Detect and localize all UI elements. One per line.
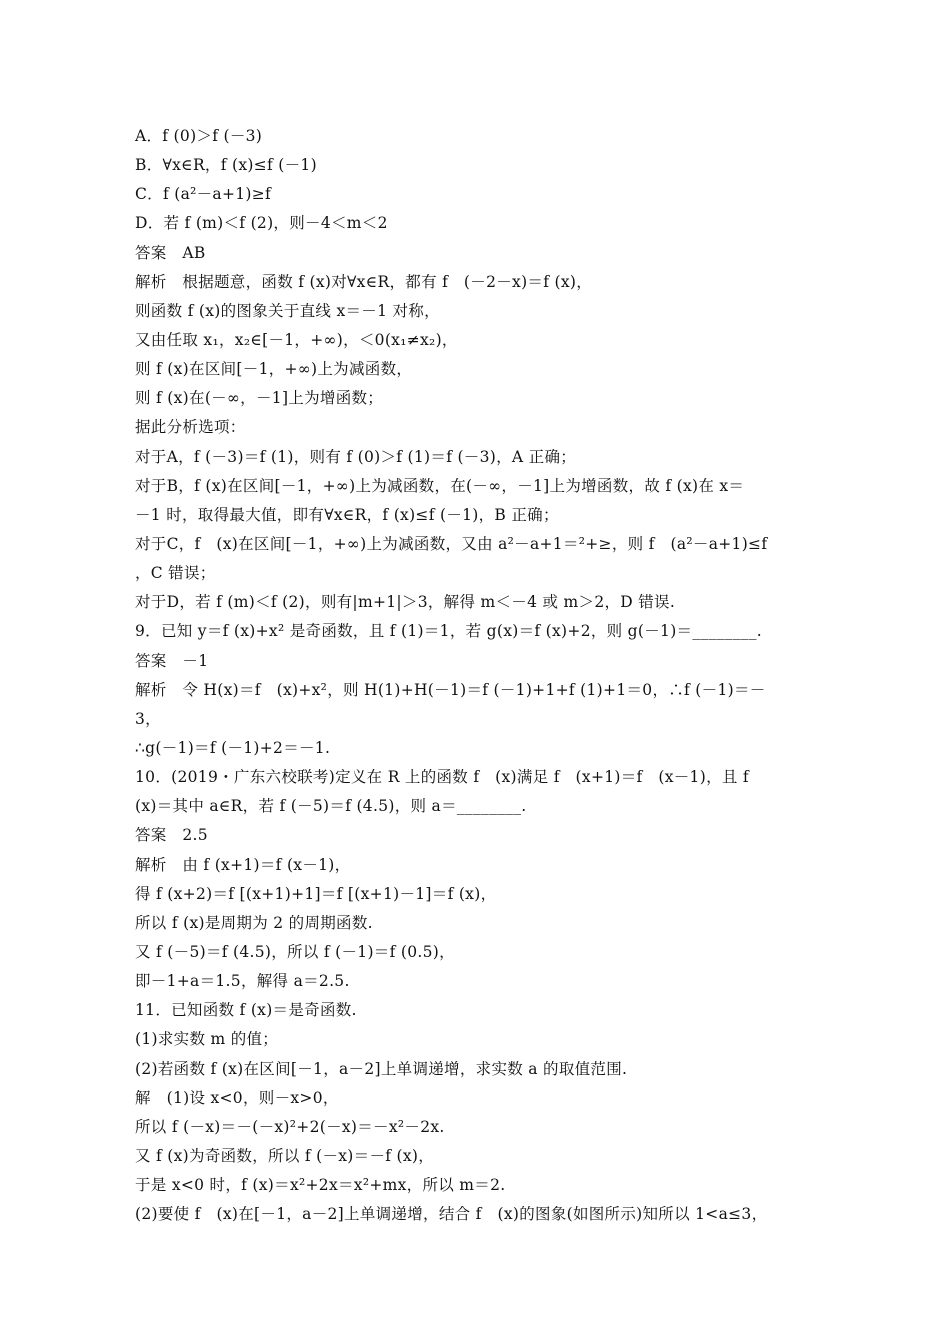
analysis-8-line-10: 对于C，f (x)在区间[－1，+∞)上为减函数，又由 a²－a+1＝²+≥，则 f (a²－a+1)≤f [135, 534, 768, 553]
analysis-10-line-3: 所以 f (x)是周期为 2 的周期函数. [135, 913, 373, 932]
answer-8: 答案 AB [135, 243, 206, 262]
document-body [135, 122, 835, 1229]
analysis-9-line-3: ∴g(－1)＝f (－1)+2＝－1. [135, 738, 331, 757]
answer-9: 答案 －1 [135, 651, 209, 670]
solution-11-line-5: (2)要使 f (x)在[－1，a－2]上单调递增，结合 f (x)的图象(如图所示)知所以 1<a≤3， [135, 1205, 768, 1224]
answer-10: 答案 2.5 [135, 826, 208, 845]
analysis-9-line-1: 解析 令 H(x)＝f (x)+x²，则 H(1)+H(－1)＝f (－1)+1+f (1)+1＝0，∴f (－1)＝－ [135, 680, 766, 699]
option-b: B．∀x∈R，f (x)≤f (－1) [135, 156, 317, 175]
analysis-8-line-11: ，C 错误； [135, 564, 216, 583]
solution-11-line-1: 解 (1)设 x<0，则－x>0， [135, 1088, 339, 1107]
question-11: 11．已知函数 f (x)＝是奇函数. [135, 1001, 357, 1020]
question-11-part-1: (1)求实数 m 的值； [135, 1030, 279, 1049]
option-d: D．若 f (m)＜f (2)，则－4＜m＜2 [135, 214, 388, 233]
analysis-8-line-9: －1 时，取得最大值，即有∀x∈R，f (x)≤f (－1)，B 正确； [135, 505, 559, 524]
analysis-8-line-12: 对于D，若 f (m)＜f (2)，则有|m+1|＞3，解得 m＜－4 或 m＞2，D 错误. [135, 593, 676, 612]
analysis-9-line-2: 3， [135, 709, 161, 728]
analysis-10-line-4: 又 f (－5)＝f (4.5)，所以 f (－1)＝f (0.5)， [135, 942, 455, 961]
analysis-8-line-5: 则 f (x)在(－∞，－1]上为增函数； [135, 389, 384, 408]
question-9: 9．已知 y＝f (x)+x² 是奇函数，且 f (1)＝1，若 g(x)＝f (x)+2，则 g(－1)＝________. [135, 622, 762, 641]
analysis-8-line-3: 又由任取 x₁，x₂∈[－1，+∞)，＜0(x₁≠x₂)， [135, 330, 458, 349]
analysis-8-line-1: 解析 根据题意，函数 f (x)对∀x∈R，都有 f (－2－x)＝f (x)， [135, 272, 593, 291]
option-a: A．f (0)＞f (－3) [135, 127, 263, 145]
analysis-10-line-5: 即－1+a＝1.5，解得 a＝2.5. [135, 972, 350, 991]
option-c: C．f (a²－a+1)≥f [135, 185, 272, 204]
analysis-10-line-2: 得 f (x+2)＝f [(x+1)+1]＝f [(x+1)－1]＝f (x)， [135, 884, 497, 903]
analysis-8-line-7: 对于A，f (－3)＝f (1)，则有 f (0)＞f (1)＝f (－3)，A 正确； [135, 447, 577, 466]
solution-11-line-4: 于是 x<0 时，f (x)＝x²+2x＝x²+mx，所以 m＝2. [135, 1176, 506, 1195]
solution-11-line-3: 又 f (x)为奇函数，所以 f (－x)＝－f (x)， [135, 1146, 435, 1165]
analysis-8-line-8: 对于B，f (x)在区间[－1，+∞)上为减函数，在(－∞，－1]上为增函数，故 f (x)在 x＝ [135, 476, 745, 495]
question-10-line-2: (x)＝其中 a∈R，若 f (－5)＝f (4.5)，则 a＝________. [135, 797, 527, 816]
analysis-8-line-6: 据此分析选项： [135, 418, 246, 437]
analysis-8-line-4: 则 f (x)在区间[－1，+∞)上为减函数， [135, 360, 413, 379]
analysis-10-line-1: 解析 由 f (x+1)＝f (x－1)， [135, 855, 351, 874]
question-11-part-2: (2)若函数 f (x)在区间[－1，a－2]上单调递增，求实数 a 的取值范围. [135, 1059, 628, 1078]
question-10-line-1: 10．(2019・广东六校联考)定义在 R 上的函数 f (x)满足 f (x+1)＝f (x－1)，且 f [135, 768, 749, 787]
analysis-8-line-2: 则函数 f (x)的图象关于直线 x＝－1 对称， [135, 301, 440, 320]
solution-11-line-2: 所以 f (－x)＝－(－x)²+2(－x)＝－x²－2x. [135, 1117, 445, 1136]
